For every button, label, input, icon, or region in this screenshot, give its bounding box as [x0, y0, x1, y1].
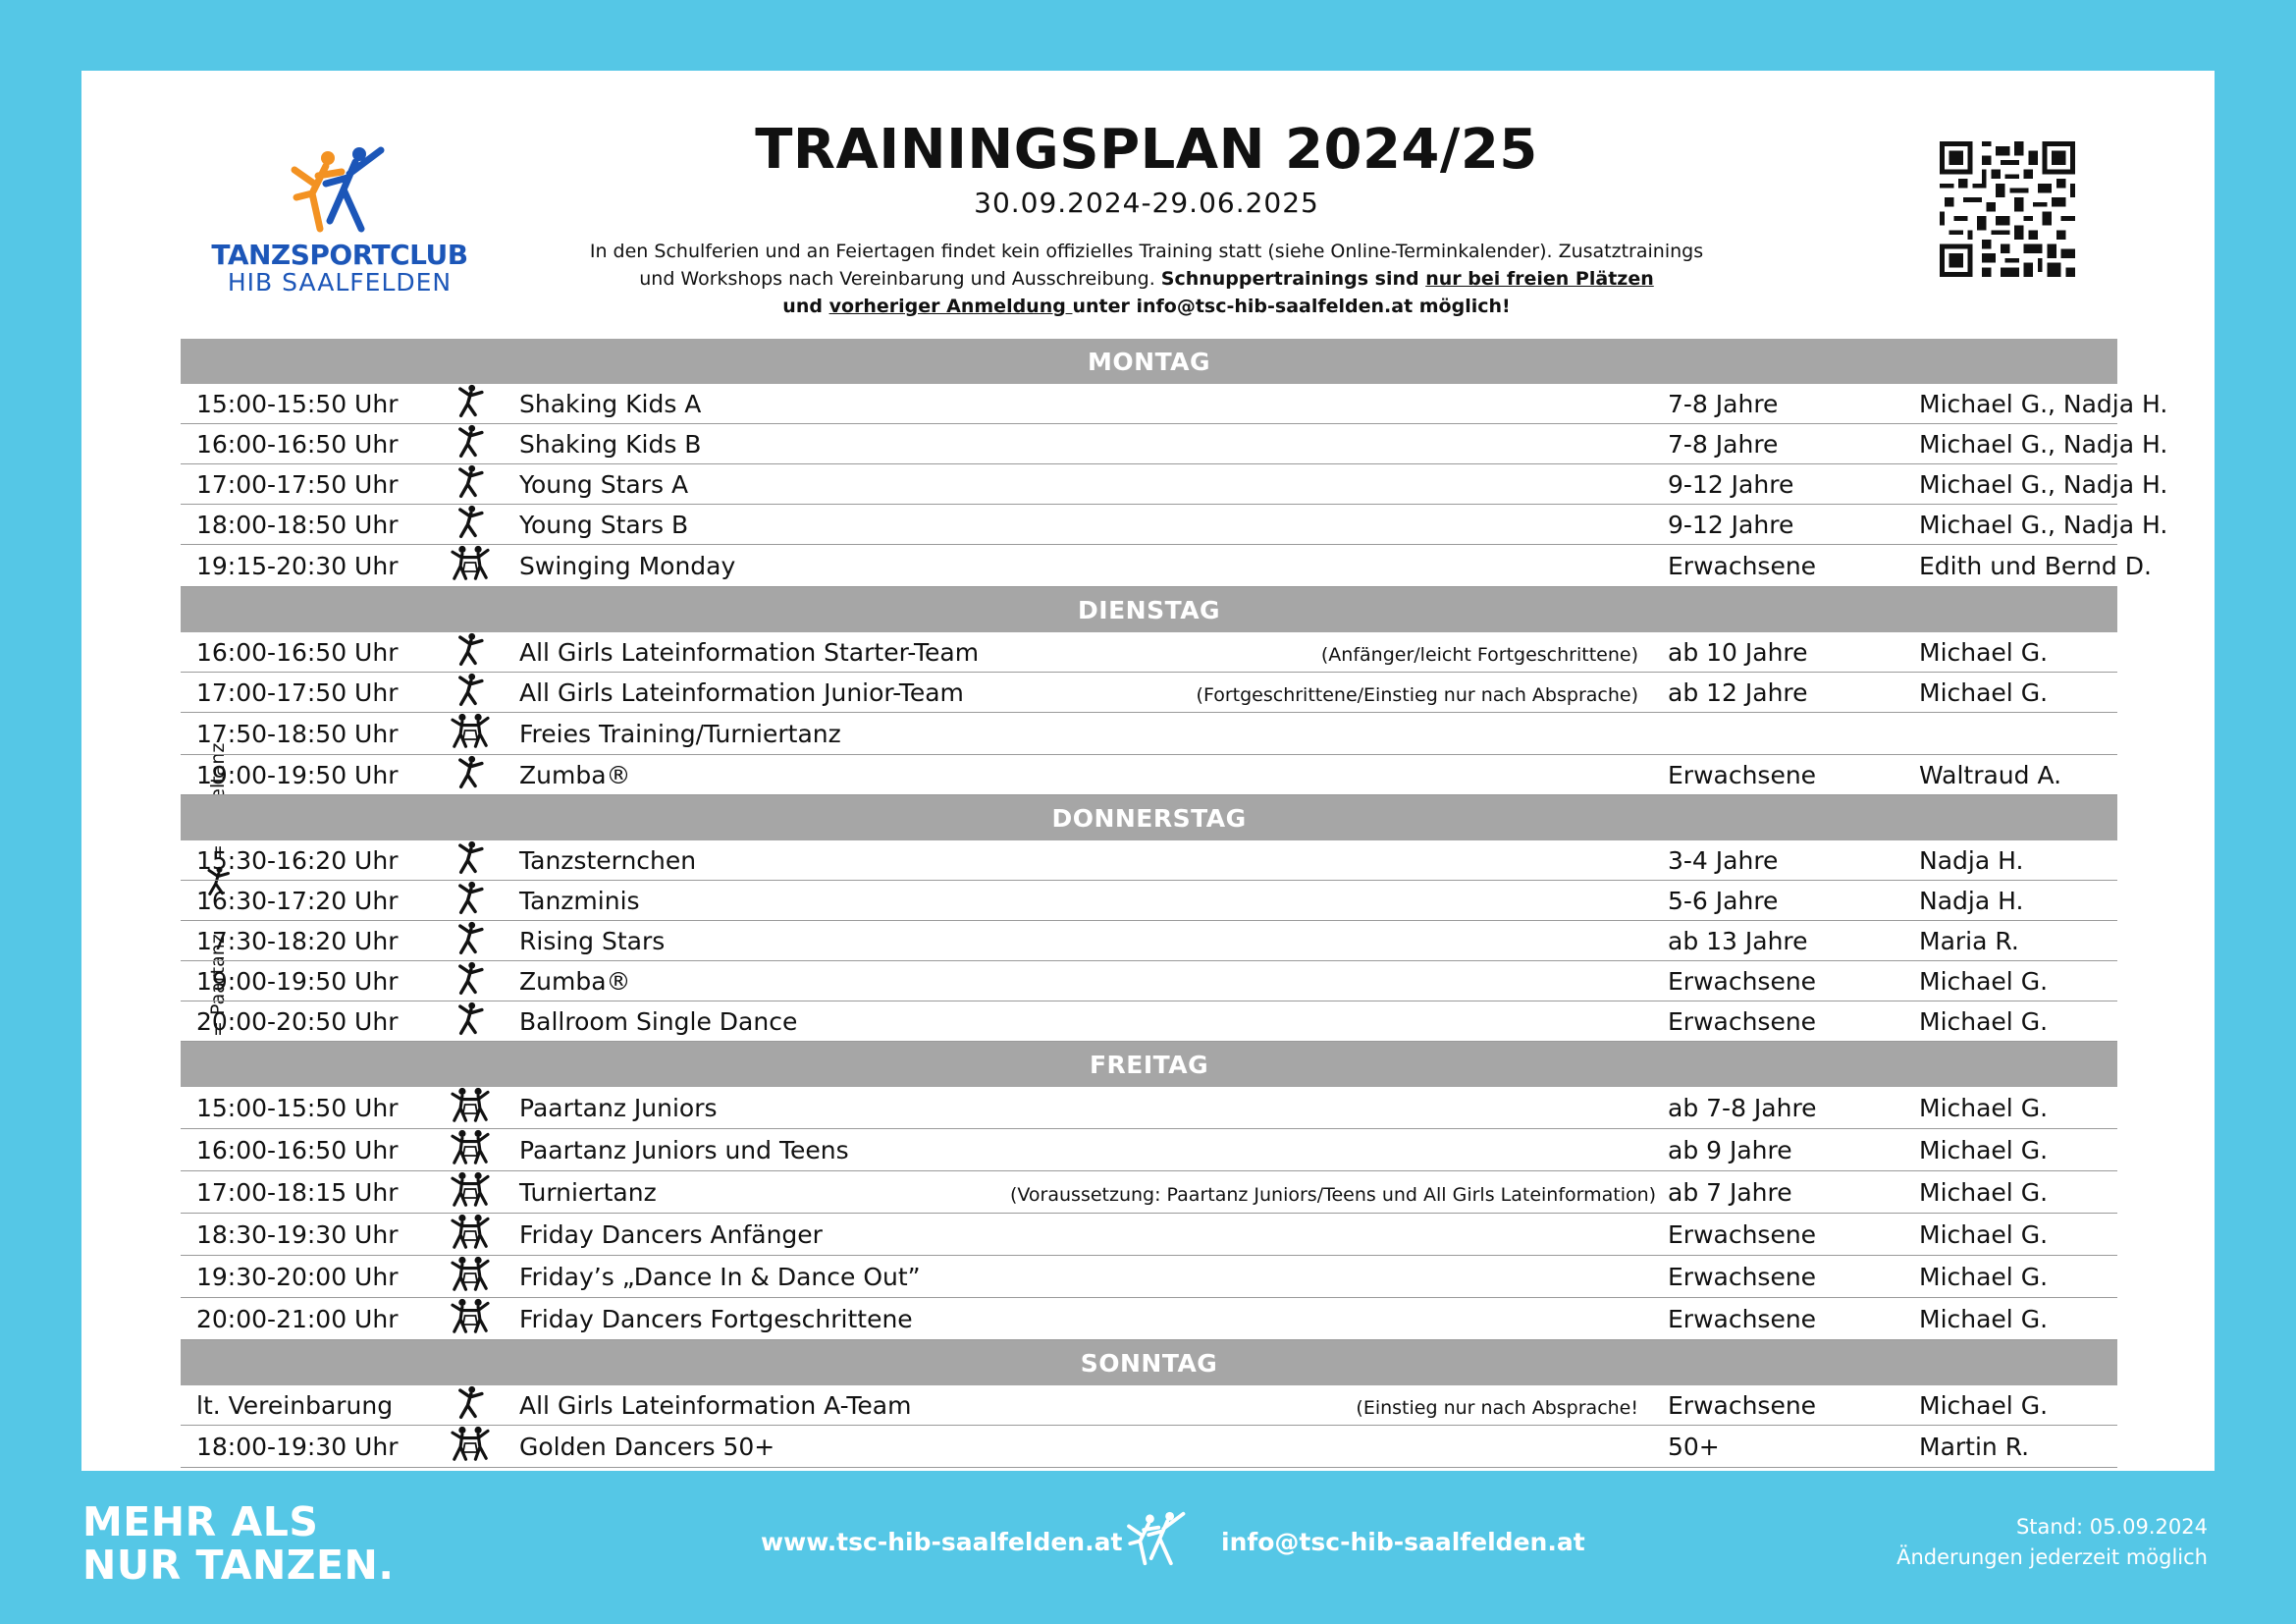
- day-label: DONNERSTAG: [181, 795, 2117, 841]
- time-cell: 19:00-19:50 Uhr: [181, 961, 421, 1001]
- table-row: [181, 1256, 2117, 1298]
- time-cell: 18:00-19:30 Uhr: [181, 1426, 421, 1468]
- note-cell: [1010, 384, 1668, 424]
- qr-code-icon[interactable]: [1940, 141, 2075, 277]
- single-dancer-icon: [421, 1385, 519, 1426]
- table-row: [181, 545, 2117, 587]
- trainer-cell: Michael G.: [1919, 961, 2117, 1001]
- table-row: [181, 384, 2117, 424]
- intro-line3a: und: [782, 296, 829, 317]
- course-cell: Young Stars B: [519, 505, 1010, 545]
- table-row: [181, 1385, 2117, 1426]
- note-cell: [1010, 755, 1668, 795]
- course-cell: Young Stars A: [519, 464, 1010, 505]
- age-cell: ab 7-8 Jahre: [1668, 1087, 1919, 1129]
- trainer-cell: Michael G.: [1919, 673, 2117, 713]
- trainer-cell: Michael G.: [1919, 1171, 2117, 1214]
- club-logo[interactable]: [197, 144, 482, 297]
- note-cell: [1010, 673, 1668, 713]
- schedule-sheet: [81, 71, 2215, 1471]
- note-cell: [1010, 713, 1668, 755]
- season-dates: 30.09.2024-29.06.2025: [974, 187, 1319, 219]
- trainer-cell: Michael G.: [1919, 1214, 2117, 1256]
- stand-date: Stand: 05.09.2024: [2015, 1515, 2208, 1539]
- course-cell: Ballroom Single Dance: [519, 1001, 1010, 1042]
- age-cell: Erwachsene: [1668, 1385, 1919, 1426]
- intro-line2b: Schnuppertrainings sind: [1160, 268, 1426, 290]
- note-cell: [1010, 1087, 1668, 1129]
- trainer-cell: Michael G.: [1919, 1385, 2117, 1426]
- age-cell: 3-4 Jahre: [1668, 840, 1919, 881]
- trainer-cell: Michael G., Nadja H.: [1919, 424, 2117, 464]
- pair-dancers-icon: [421, 1426, 519, 1468]
- trainer-cell: Michael G.: [1919, 1129, 2117, 1171]
- course-cell: All Girls Lateinformation Starter-Team: [519, 632, 1010, 673]
- course-cell: Tanzsternchen: [519, 840, 1010, 881]
- day-header-dienstag: [181, 587, 2117, 633]
- course-cell: Freies Training/Turniertanz: [519, 713, 1010, 755]
- course-cell: Rising Stars: [519, 921, 1010, 961]
- intro-text: [553, 238, 1740, 320]
- age-cell: 9-12 Jahre: [1668, 505, 1919, 545]
- age-cell: ab 7 Jahre: [1668, 1171, 1919, 1214]
- age-cell: 7-8 Jahre: [1668, 384, 1919, 424]
- course-cell: Friday Dancers Anfänger: [519, 1214, 1010, 1256]
- note-cell: [1010, 1129, 1668, 1171]
- note-cell: [1010, 881, 1668, 921]
- course-cell: Friday Dancers Fortgeschrittene: [519, 1298, 1010, 1340]
- pair-dancers-icon: [421, 1087, 519, 1129]
- schedule-table: [181, 339, 2168, 1468]
- single-dancer-icon: [421, 921, 519, 961]
- trainer-cell: Maria R.: [1919, 921, 2117, 961]
- table-row: [181, 1426, 2117, 1468]
- note-text: (Anfänger/leicht Fortgeschrittene): [1320, 643, 1638, 666]
- time-cell: 15:00-15:50 Uhr: [181, 384, 421, 424]
- age-cell: Erwachsene: [1668, 545, 1919, 587]
- time-cell: 20:00-21:00 Uhr: [181, 1298, 421, 1340]
- course-cell: Tanzminis: [519, 881, 1010, 921]
- footer-slogan: [82, 1500, 394, 1587]
- day-header-montag: [181, 339, 2117, 384]
- table-row: [181, 961, 2117, 1001]
- trainer-cell: Michael G., Nadja H.: [1919, 505, 2117, 545]
- table-row: [181, 464, 2117, 505]
- table-row: [181, 1087, 2117, 1129]
- time-cell: 18:30-19:30 Uhr: [181, 1214, 421, 1256]
- course-cell: All Girls Lateinformation A-Team: [519, 1385, 1010, 1426]
- course-cell: Paartanz Juniors und Teens: [519, 1129, 1010, 1171]
- trainer-cell: Edith und Bernd D.: [1919, 545, 2117, 587]
- dancers-footer-icon: [1122, 1510, 1193, 1567]
- intro-line3: [553, 293, 1740, 320]
- course-cell: Zumba®: [519, 755, 1010, 795]
- time-cell: 18:00-18:50 Uhr: [181, 505, 421, 545]
- age-cell: 50+: [1668, 1426, 1919, 1468]
- day-header-sonntag: [181, 1340, 2117, 1386]
- stand-note: [1826, 1512, 2208, 1573]
- note-cell: [1010, 840, 1668, 881]
- course-cell: All Girls Lateinformation Junior-Team: [519, 673, 1010, 713]
- course-cell: Swinging Monday: [519, 545, 1010, 587]
- time-cell: 17:00-17:50 Uhr: [181, 673, 421, 713]
- trainer-cell: Michael G.: [1919, 1001, 2117, 1042]
- time-cell: 17:00-17:50 Uhr: [181, 464, 421, 505]
- table-row: [181, 840, 2117, 881]
- note-cell: [1010, 464, 1668, 505]
- time-cell: 19:15-20:30 Uhr: [181, 545, 421, 587]
- time-cell: 15:30-16:20 Uhr: [181, 840, 421, 881]
- table-row: [181, 673, 2117, 713]
- slogan-line2: NUR TANZEN.: [82, 1542, 395, 1589]
- course-cell: Friday’s „Dance In & Dance Out”: [519, 1256, 1010, 1298]
- changes-note: Änderungen jederzeit möglich: [1896, 1545, 2208, 1569]
- table-row: [181, 921, 2117, 961]
- day-header-donnerstag: [181, 795, 2117, 841]
- time-cell: 16:00-16:50 Uhr: [181, 1129, 421, 1171]
- single-dancer-icon: [421, 840, 519, 881]
- trainer-cell: Martin R.: [1919, 1426, 2117, 1468]
- note-cell: [1010, 1256, 1668, 1298]
- single-dancer-icon: [421, 424, 519, 464]
- single-dancer-icon: [421, 961, 519, 1001]
- age-cell: Erwachsene: [1668, 1001, 1919, 1042]
- trainer-cell: Michael G.: [1919, 1256, 2117, 1298]
- time-cell: 16:00-16:50 Uhr: [181, 424, 421, 464]
- pair-dancers-icon: [421, 1298, 519, 1340]
- table-row: [181, 1129, 2117, 1171]
- note-text: (Voraussetzung: Paartanz Juniors/Teens und All Girls Lateinformation): [1010, 1183, 1657, 1206]
- table-row: [181, 1298, 2117, 1340]
- website-link[interactable]: www.tsc-hib-saalfelden.at: [761, 1528, 1123, 1556]
- single-dancer-icon: [421, 505, 519, 545]
- note-cell: [1010, 961, 1668, 1001]
- day-header-freitag: [181, 1042, 2117, 1088]
- time-cell: 16:30-17:20 Uhr: [181, 881, 421, 921]
- trainer-cell: [1919, 713, 2117, 755]
- trainer-cell: Michael G., Nadja H.: [1919, 464, 2117, 505]
- time-cell: 19:30-20:00 Uhr: [181, 1256, 421, 1298]
- day-label: MONTAG: [181, 339, 2117, 384]
- time-cell: 19:00-19:50 Uhr: [181, 755, 421, 795]
- note-cell: [1010, 1426, 1668, 1468]
- age-cell: 5-6 Jahre: [1668, 881, 1919, 921]
- note-cell: [1010, 1171, 1668, 1214]
- pair-dancers-icon: [421, 1214, 519, 1256]
- time-cell: 20:00-20:50 Uhr: [181, 1001, 421, 1042]
- age-cell: 7-8 Jahre: [1668, 424, 1919, 464]
- table-row: [181, 713, 2117, 755]
- course-cell: Turniertanz: [519, 1171, 1010, 1214]
- pair-dancers-icon: [421, 545, 519, 587]
- dancers-logo-icon: [291, 144, 389, 235]
- note-cell: [1010, 1385, 1668, 1426]
- course-cell: Golden Dancers 50+: [519, 1426, 1010, 1468]
- intro-line3b: vorheriger Anmeldung: [828, 296, 1073, 317]
- note-text: (Einstieg nur nach Absprache!: [1356, 1396, 1638, 1419]
- single-dancer-icon: [421, 464, 519, 505]
- intro-line1: In den Schulferien und an Feiertagen findet kein offizielles Training statt (siehe Online-Terminkalender). Zusatztrainings: [589, 241, 1704, 262]
- single-dancer-icon: [421, 632, 519, 673]
- note-cell: [1010, 505, 1668, 545]
- age-cell: Erwachsene: [1668, 1298, 1919, 1340]
- single-dancer-icon: [421, 384, 519, 424]
- course-cell: Paartanz Juniors: [519, 1087, 1010, 1129]
- table-row: [181, 632, 2117, 673]
- intro-line2: [553, 265, 1740, 293]
- logo-line1: TANZSPORTCLUB: [211, 239, 468, 271]
- pair-dancers-icon: [421, 713, 519, 755]
- single-dancer-icon: [421, 1001, 519, 1042]
- time-cell: 17:00-18:15 Uhr: [181, 1171, 421, 1214]
- age-cell: Erwachsene: [1668, 1214, 1919, 1256]
- note-cell: [1010, 1214, 1668, 1256]
- table-row: [181, 1214, 2117, 1256]
- time-cell: 15:00-15:50 Uhr: [181, 1087, 421, 1129]
- trainer-cell: Nadja H.: [1919, 840, 2117, 881]
- note-cell: [1010, 921, 1668, 961]
- age-cell: ab 10 Jahre: [1668, 632, 1919, 673]
- note-cell: [1010, 545, 1668, 587]
- intro-line2a: und Workshops nach Vereinbarung und Ausschreibung.: [639, 268, 1161, 290]
- trainer-cell: Michael G.: [1919, 1087, 2117, 1129]
- trainer-cell: Michael G., Nadja H.: [1919, 384, 2117, 424]
- note-cell: [1010, 1001, 1668, 1042]
- trainer-cell: Michael G.: [1919, 632, 2117, 673]
- age-cell: ab 12 Jahre: [1668, 673, 1919, 713]
- table-row: [181, 505, 2117, 545]
- table-row: [181, 1001, 2117, 1042]
- trainer-cell: Nadja H.: [1919, 881, 2117, 921]
- time-cell: lt. Vereinbarung: [181, 1385, 421, 1426]
- table-row: [181, 881, 2117, 921]
- age-cell: Erwachsene: [1668, 755, 1919, 795]
- day-label: DIENSTAG: [181, 587, 2117, 633]
- age-cell: ab 13 Jahre: [1668, 921, 1919, 961]
- email-link[interactable]: info@tsc-hib-saalfelden.at: [1221, 1528, 1585, 1556]
- note-cell: [1010, 632, 1668, 673]
- note-cell: [1010, 424, 1668, 464]
- pair-dancers-icon: [421, 1256, 519, 1298]
- single-dancer-icon: [421, 755, 519, 795]
- trainer-cell: Michael G.: [1919, 1298, 2117, 1340]
- age-cell: Erwachsene: [1668, 1256, 1919, 1298]
- age-cell: [1668, 713, 1919, 755]
- legend-pair-label: = Paartanz: [207, 934, 229, 1037]
- single-dancer-icon: [421, 673, 519, 713]
- age-cell: Erwachsene: [1668, 961, 1919, 1001]
- day-label: FREITAG: [181, 1042, 2117, 1088]
- pair-dancers-icon: [421, 1171, 519, 1214]
- age-cell: 9-12 Jahre: [1668, 464, 1919, 505]
- page-title: TRAININGSPLAN 2024/25: [755, 118, 1538, 182]
- table-row: [181, 1171, 2117, 1214]
- slogan-line1: MEHR ALS: [82, 1498, 319, 1545]
- day-label: SONNTAG: [181, 1340, 2117, 1386]
- course-cell: Zumba®: [519, 961, 1010, 1001]
- course-cell: Shaking Kids A: [519, 384, 1010, 424]
- intro-line3c: unter info@tsc-hib-saalfelden.at möglich!: [1072, 296, 1511, 317]
- trainer-cell: Waltraud A.: [1919, 755, 2117, 795]
- age-cell: ab 9 Jahre: [1668, 1129, 1919, 1171]
- pair-dancers-icon: [421, 1129, 519, 1171]
- single-dancer-icon: [421, 881, 519, 921]
- intro-line2c: nur bei freien Plätzen: [1425, 268, 1654, 290]
- time-cell: 16:00-16:50 Uhr: [181, 632, 421, 673]
- time-cell: 17:30-18:20 Uhr: [181, 921, 421, 961]
- table-row: [181, 424, 2117, 464]
- note-text: (Fortgeschrittene/Einstieg nur nach Absprache): [1196, 683, 1638, 706]
- logo-line2: HIB SAALFELDEN: [227, 268, 453, 297]
- course-cell: Shaking Kids B: [519, 424, 1010, 464]
- time-cell: 17:50-18:50 Uhr: [181, 713, 421, 755]
- table-row: [181, 755, 2117, 795]
- note-cell: [1010, 1298, 1668, 1340]
